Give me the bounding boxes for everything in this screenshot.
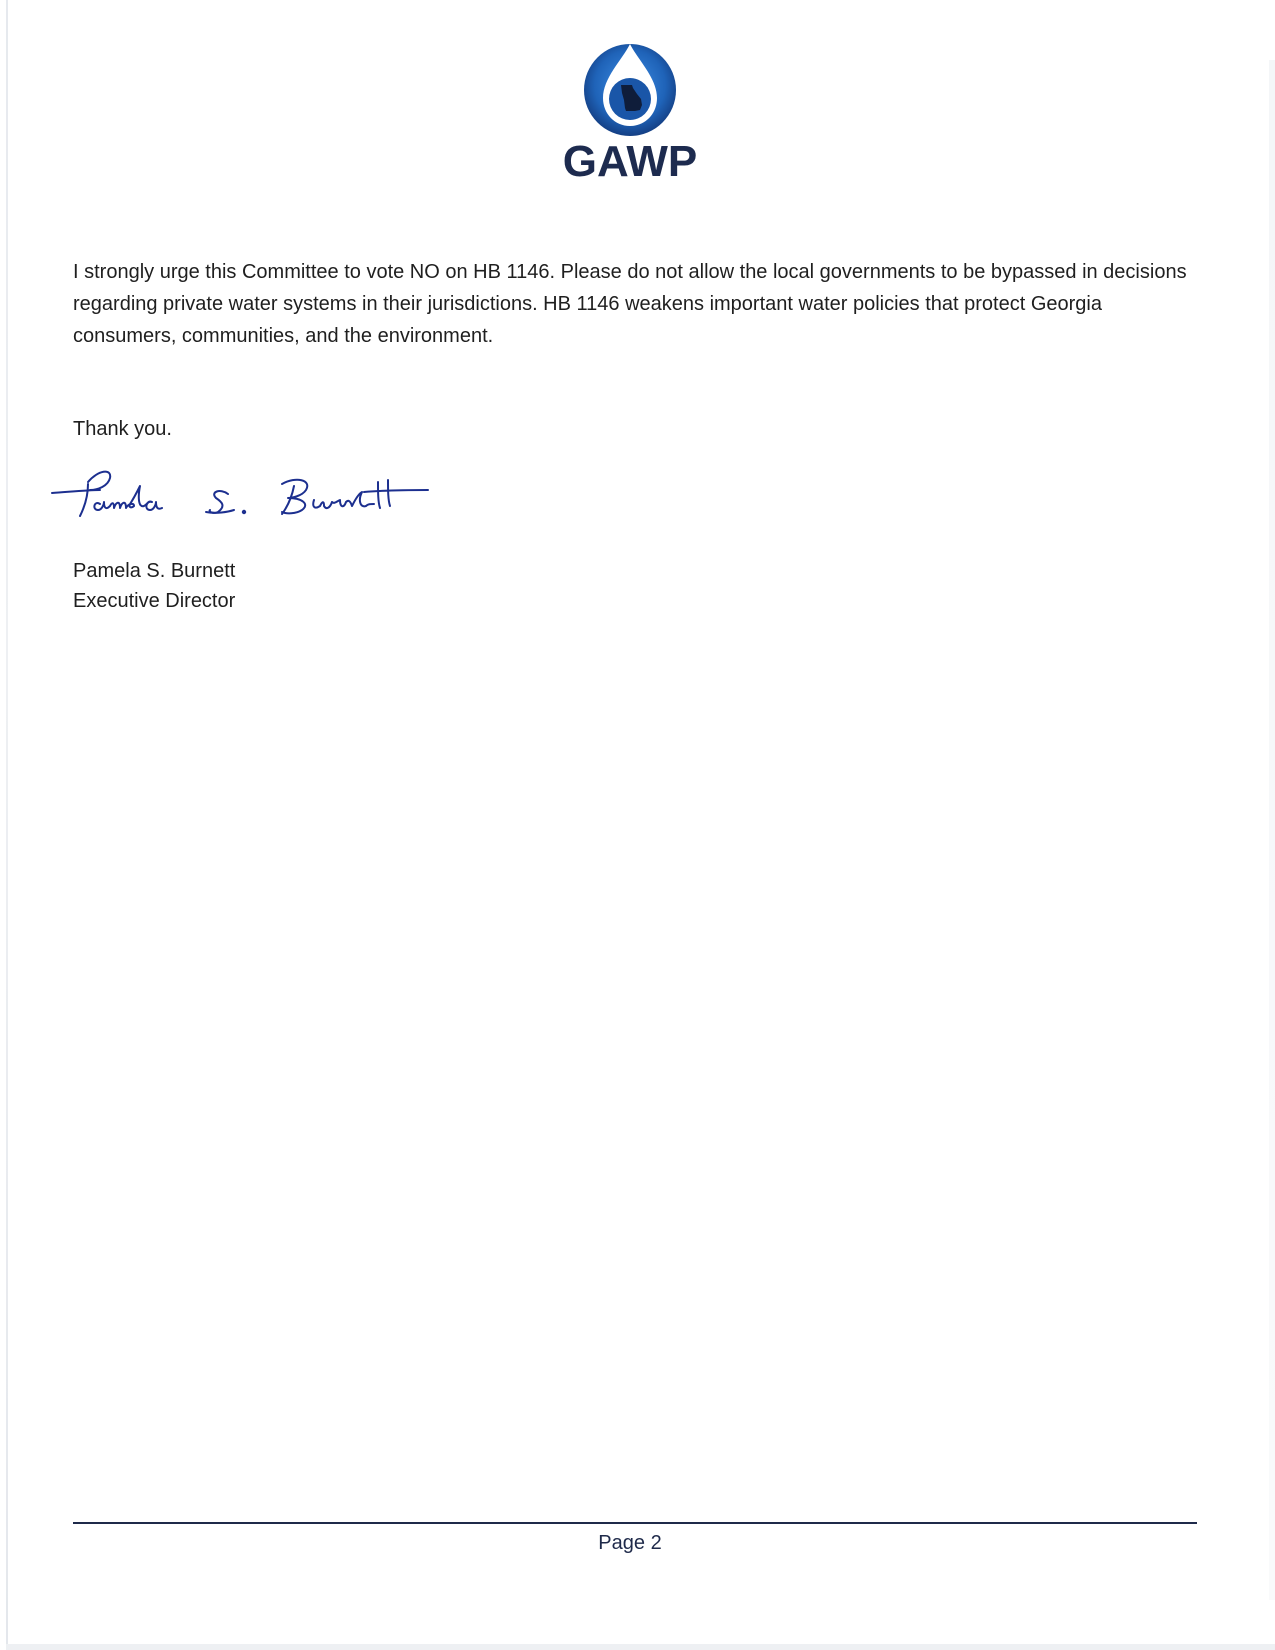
page-number: Page 2 (598, 1532, 662, 1554)
gawp-logo (560, 38, 700, 184)
handwritten-signature (48, 460, 448, 535)
signer-name: Pamela S. Burnett (73, 560, 236, 582)
scan-edge (6, 1644, 1275, 1650)
water-drop-georgia-icon (575, 38, 685, 138)
closing-line: Thank you. (73, 418, 172, 440)
footer-divider (73, 1522, 1197, 1524)
scan-edge (6, 0, 8, 1650)
body-paragraph: I strongly urge this Committee to vote NO on HB 1146. Please do not allow the local governments to be bypassed in decisions regarding private water systems in their jurisdictions. HB 1146 weakens important water policies that protect Georgia consumers, communities, and the environment. (73, 261, 1187, 347)
logo-wordmark: GAWP (562, 137, 698, 186)
signer-title: Executive Director (73, 590, 236, 612)
scan-edge (1269, 60, 1275, 1600)
